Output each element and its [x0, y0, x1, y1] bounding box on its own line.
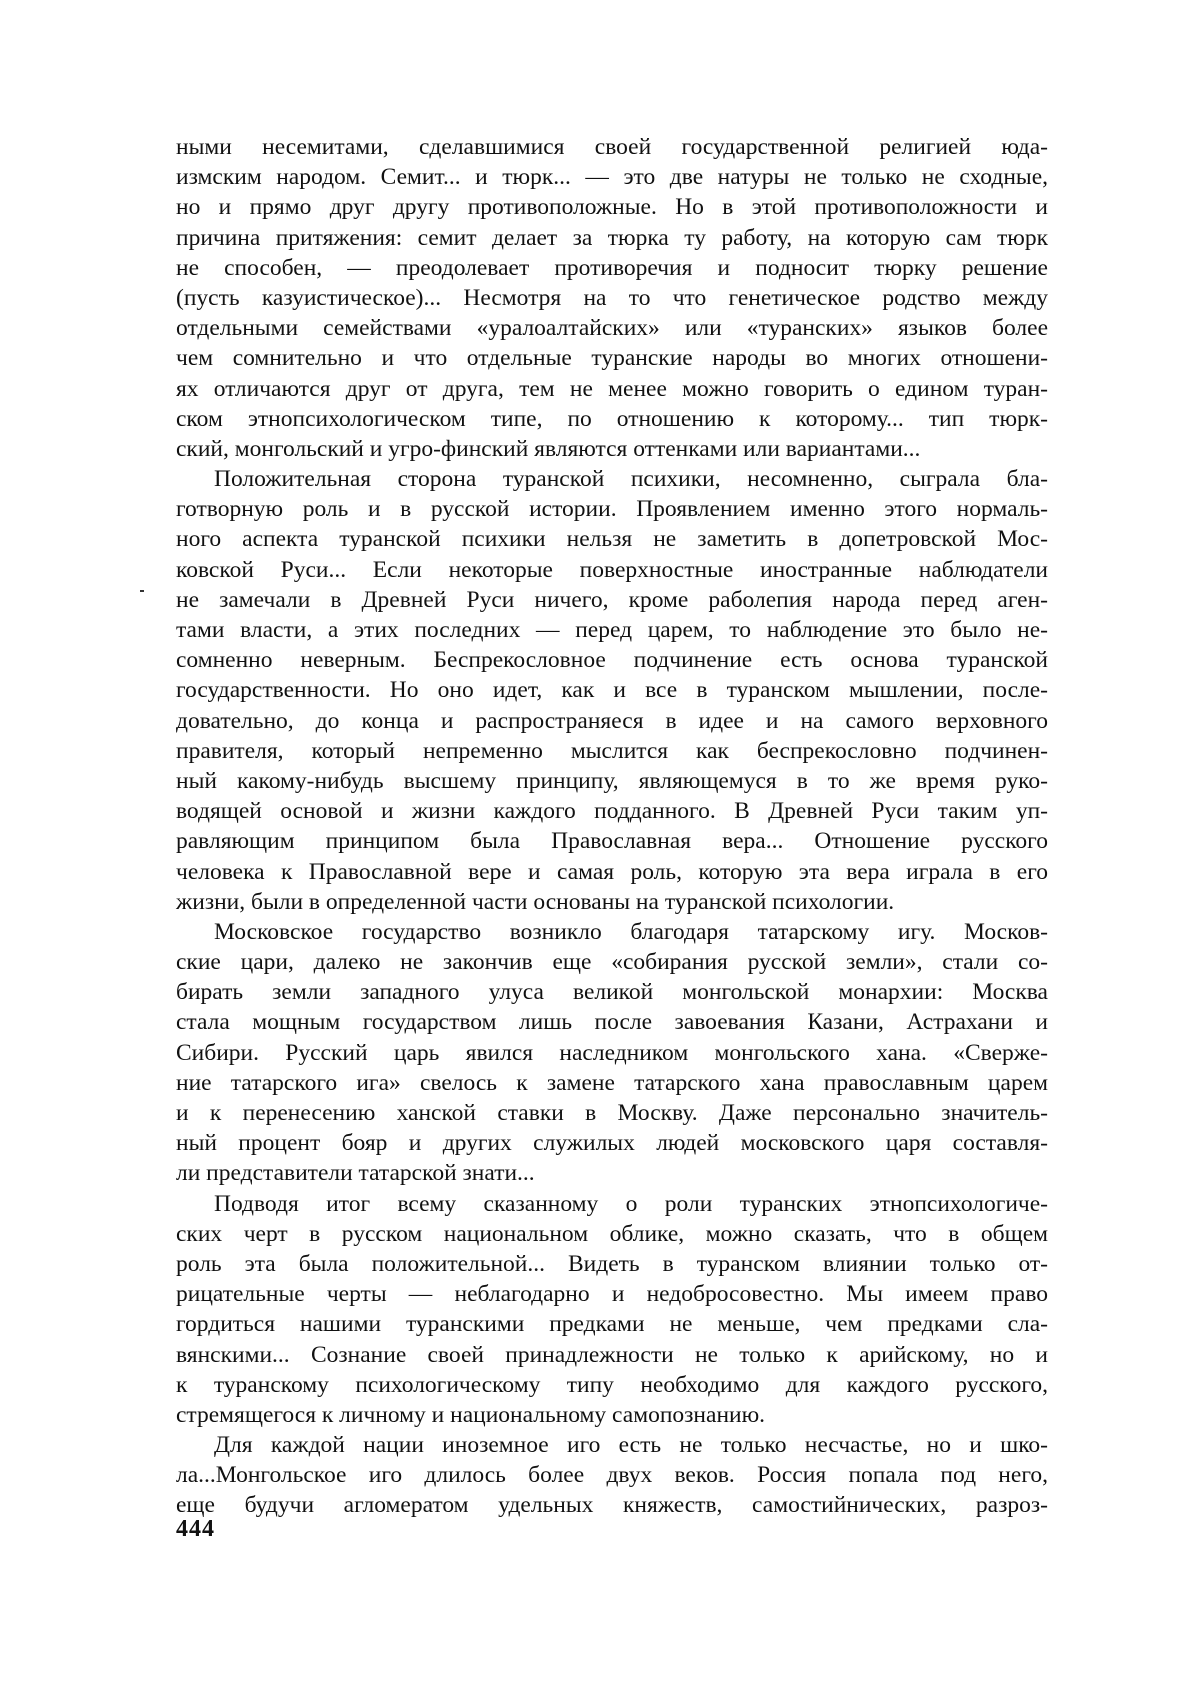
text-line: к туранскому психологическому типу необходимо для каждого русского,: [176, 1370, 1048, 1400]
page-number: 444: [176, 1514, 215, 1544]
text-line: но и прямо друг другу противоположные. Но в этой противоположности и: [176, 192, 1048, 222]
text-line: стремящегося к личному и национальному самопознанию.: [176, 1400, 1048, 1430]
paragraph-2: [176, 464, 1048, 917]
text-line: государственности. Но оно идет, как и все в туранском мышлении, после-: [176, 675, 1048, 705]
text-line: ла...Монгольское иго длилось более двух веков. Россия попала под него,: [176, 1460, 1048, 1490]
text-line: ного аспекта туранской психики нельзя не заметить в допетровской Мос-: [176, 524, 1048, 554]
text-line: причина притяжения: семит делает за тюрка ту работу, на которую сам тюрк: [176, 223, 1048, 253]
text-line: стала мощным государством лишь после завоевания Казани, Астрахани и: [176, 1007, 1048, 1037]
text-line: (пусть казуистическое)... Несмотря на то что генетическое родство между: [176, 283, 1048, 313]
text-line: бирать земли западного улуса великой монгольской монархии: Москва: [176, 977, 1048, 1007]
text-line: и к перенесению ханской ставки в Москву. Даже персонально значитель-: [176, 1098, 1048, 1128]
text-line: не способен, — преодолевает противоречия и подносит тюрку решение: [176, 253, 1048, 283]
text-line: жизни, были в определенной части основаны на туранской психологии.: [176, 887, 1048, 917]
text-line: ными несемитами, сделавшимися своей государственной религией юда-: [176, 132, 1048, 162]
text-line: сомненно неверным. Беспрекословное подчинение есть основа туранской: [176, 645, 1048, 675]
text-line: гордиться нашими туранскими предками не меньше, чем предками сла-: [176, 1309, 1048, 1339]
paragraph-3: [176, 917, 1048, 1189]
text-line: Положительная сторона туранской психики, несомненно, сыграла бла-: [176, 464, 1048, 494]
text-line: ный процент бояр и других служилых людей московского царя составля-: [176, 1128, 1048, 1158]
text-line: правителя, который непременно мыслится как беспрекословно подчинен-: [176, 736, 1048, 766]
paragraph-4: [176, 1189, 1048, 1431]
text-line: отдельными семействами «уралоалтайских» или «туранских» языков более: [176, 313, 1048, 343]
document-body: [176, 132, 1048, 1521]
text-line: измским народом. Семит... и тюрк... — это две натуры не только не сходные,: [176, 162, 1048, 192]
margin-mark: [140, 590, 144, 592]
text-line: равляющим принципом была Православная вера... Отношение русского: [176, 826, 1048, 856]
paragraph-1: [176, 132, 1048, 464]
text-line: ские цари, далеко не закончив еще «собирания русской земли», стали со-: [176, 947, 1048, 977]
text-line: Для каждой нации иноземное иго есть не только несчастье, но и шко-: [176, 1430, 1048, 1460]
text-line: ях отличаются друг от друга, тем не менее можно говорить о едином туран-: [176, 374, 1048, 404]
text-line: водящей основой и жизни каждого подданного. В Древней Руси таким уп-: [176, 796, 1048, 826]
text-line: Московское государство возникло благодаря татарскому игу. Москов-: [176, 917, 1048, 947]
text-line: ском этнопсихологическом типе, по отношению к которому... тип тюрк-: [176, 404, 1048, 434]
text-line: человека к Православной вере и самая роль, которую эта вера играла в его: [176, 857, 1048, 887]
text-line: Сибири. Русский царь явился наследником монгольского хана. «Сверже-: [176, 1038, 1048, 1068]
text-line: вянскими... Сознание своей принадлежности не только к арийскому, но и: [176, 1340, 1048, 1370]
text-line: ских черт в русском национальном облике, можно сказать, что в общем: [176, 1219, 1048, 1249]
text-line: тами власти, а этих последних — перед царем, то наблюдение это было не-: [176, 615, 1048, 645]
text-line: довательно, до конца и распространяеся в идее и на самого верховного: [176, 706, 1048, 736]
paragraph-5: [176, 1430, 1048, 1521]
text-line: еще будучи агломератом удельных княжеств, самостийнических, разроз-: [176, 1490, 1048, 1520]
text-line: роль эта была положительной... Видеть в туранском влиянии только от-: [176, 1249, 1048, 1279]
text-line: Подводя итог всему сказанному о роли туранских этнопсихологиче-: [176, 1189, 1048, 1219]
text-line: рицательные черты — неблагодарно и недобросовестно. Мы имеем право: [176, 1279, 1048, 1309]
text-line: ский, монгольский и угро-финский являются оттенками или вариантами...: [176, 434, 1048, 464]
text-line: ный какому-нибудь высшему принципу, являющемуся в то же время руко-: [176, 766, 1048, 796]
text-line: ние татарского ига» свелось к замене татарского хана православным царем: [176, 1068, 1048, 1098]
text-line: готворную роль и в русской истории. Проявлением именно этого нормаль-: [176, 494, 1048, 524]
text-line: ли представители татарской знати...: [176, 1158, 1048, 1188]
text-line: чем сомнительно и что отдельные туранские народы во многих отношени-: [176, 343, 1048, 373]
text-line: ковской Руси... Если некоторые поверхностные иностранные наблюдатели: [176, 555, 1048, 585]
text-line: не замечали в Древней Руси ничего, кроме раболепия народа перед аген-: [176, 585, 1048, 615]
